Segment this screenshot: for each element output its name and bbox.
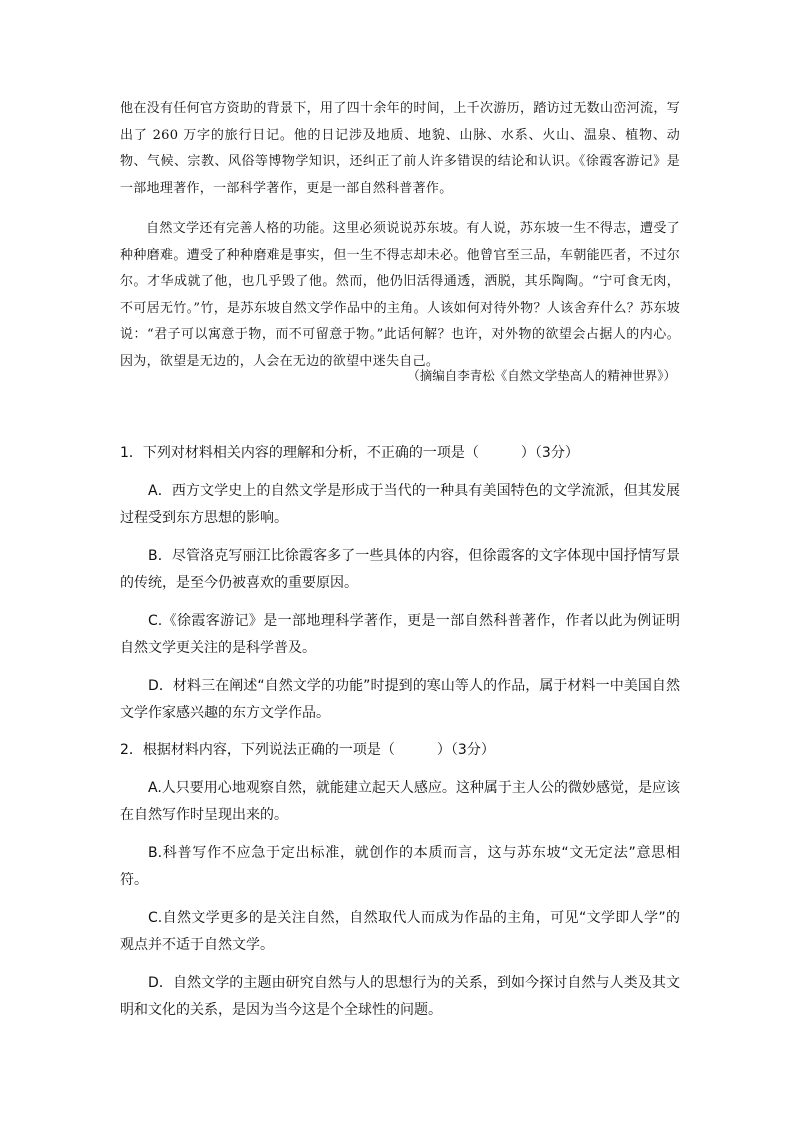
option-a: A．西方文学史上的自然文学是形成于当代的一种具有美国特色的文学流派，但其发展过程受到东方思想的影响。 xyxy=(120,483,680,526)
question-1 xyxy=(120,440,680,727)
option-a: A.人只要用心地观察自然，就能建立起天人感应。这种属于主人公的微妙感觉，是应该在自然写作时呈现出来的。 xyxy=(120,780,680,823)
option-c: C.自然文学更多的是关注自然，自然取代人而成为作品的主角，可见“文学即人学”的观点并不适于自然文学。 xyxy=(120,910,680,953)
option-c: C.《徐霞客游记》是一部地理科学著作，更是一部自然科普著作，作者以此为例证明自然文学更关注的是科学普及。 xyxy=(120,613,680,656)
passage-paragraph-2: 自然文学还有完善人格的功能。这里必须说说苏东坡。有人说，苏东坡一生不得志，遭受了种种磨难。遭受了种种磨难是事实，但一生不得志却未必。他曾官至三品，车朝能匹者，不过尔尔。才华成就了他，也几乎毁了他。然而，他仍旧活得通透，洒脱，其乐陶陶。“宁可食无肉，不可居无竹。”竹，是苏东坡自然文学作品中的主角。人该如何对待外物？人该舍弃什么？苏东坡说：“君子可以寓意于物，而不可留意于物。”此话何解？也许，对外物的欲望会占据人的内心。因为，欲望是无边的，人会在无边的欲望中迷失自己。 xyxy=(120,221,680,369)
question-section xyxy=(120,440,680,1024)
option-b: B．尽管洛克写丽江比徐霞客多了一些具体的内容，但徐霞客的文字体现中国抒情写景的传统，是至今仍被喜欢的重要原因。 xyxy=(120,548,680,591)
question-2 xyxy=(120,737,680,1024)
option-d: D．材料三在阐述“自然文学的功能”时提到的寒山等人的作品，属于材料一中美国自然文学作家感兴趣的东方文学作品。 xyxy=(120,678,680,721)
question-stem: 2．根据材料内容，下列说法正确的一项是（ ）（3分） xyxy=(120,742,495,758)
passage-paragraph-1: 他在没有任何官方资助的背景下，用了四十余年的时间，上千次游历，踏访过无数山峦河流，写出了 260 万字的旅行日记。他的日记涉及地质、地貌、山脉、水系、火山、温泉、植物、动物、气候、宗教、风俗等博物学知识，还纠正了前人许多错误的结论和认识。《徐霞客游记》是一部地理著作，一部科学著作，更是一部自然科普著作。 xyxy=(120,101,680,196)
reading-passage xyxy=(120,96,680,375)
option-b: B.科普写作不应急于定出标准，就创作的本质而言，这与苏东坡“文无定法”意思相符。 xyxy=(120,845,680,888)
question-stem: 1．下列对材料相关内容的理解和分析，不正确的一项是（ ）（3分） xyxy=(120,445,579,461)
option-d: D．自然文学的主题由研究自然与人的思想行为的关系，到如今探讨自然与人类及其文明和文化的关系，是因为当今这是个全球性的问题。 xyxy=(120,975,680,1018)
passage-source: （摘编自李青松《自然文学垫高人的精神世界》） xyxy=(407,368,676,383)
